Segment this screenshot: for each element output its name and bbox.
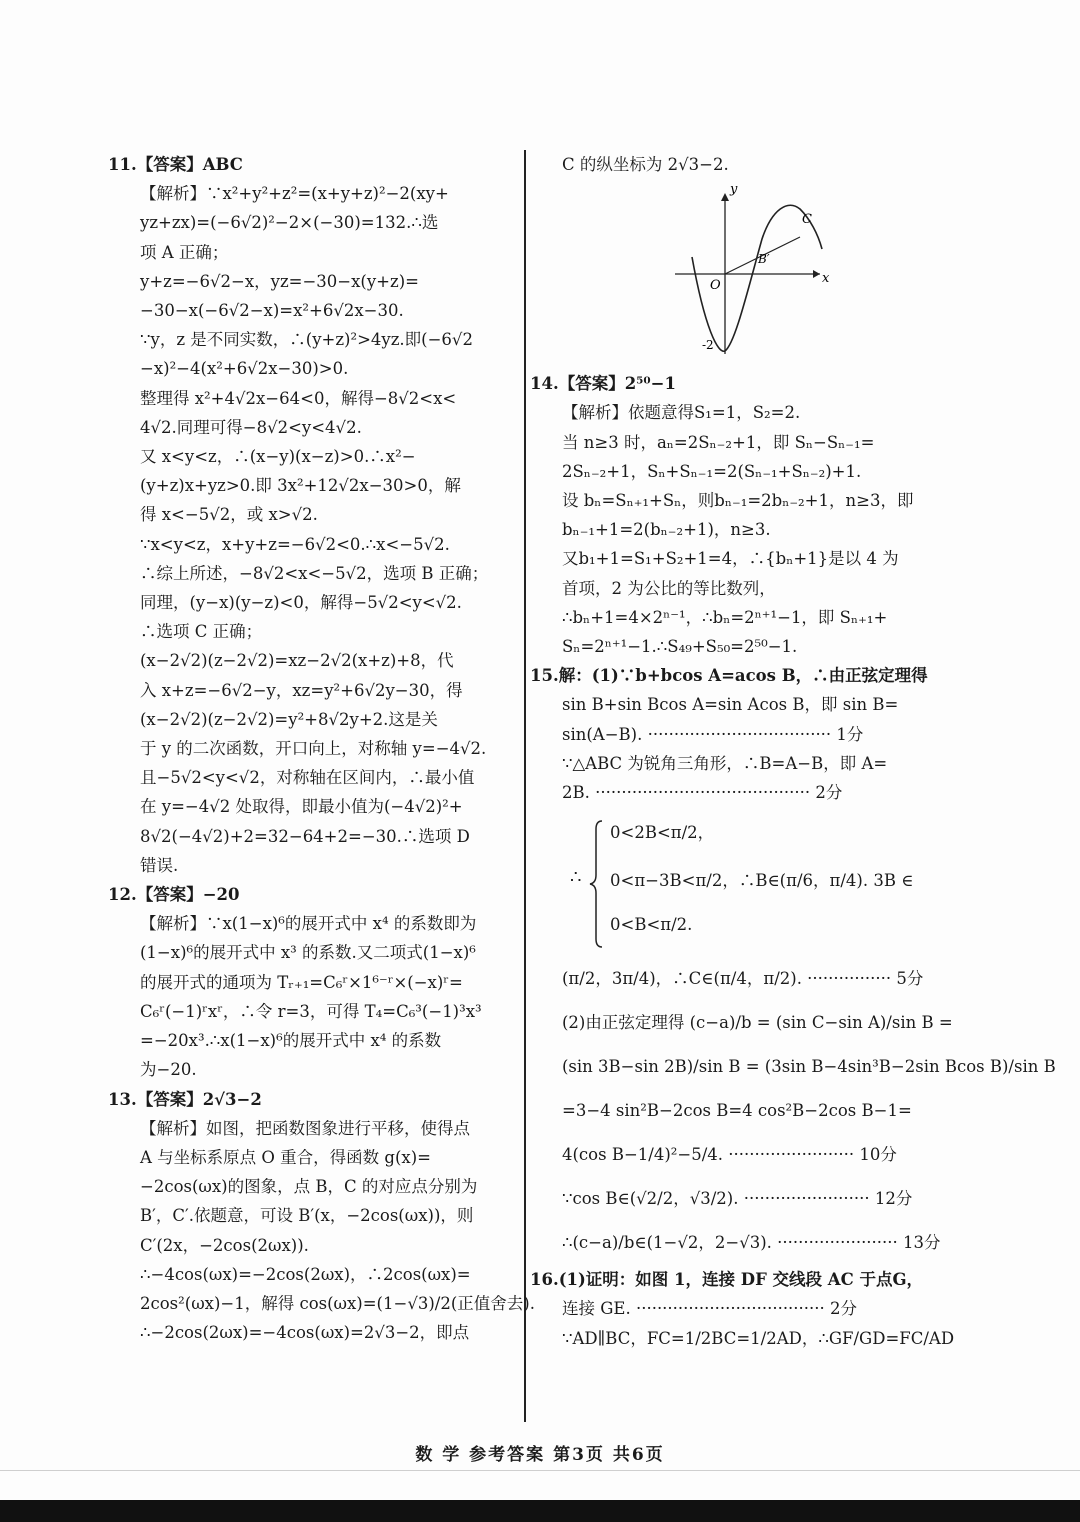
q11-line: y+z=−6√2−x，yz=−30−x(y+z)= bbox=[140, 271, 419, 291]
q12-line: 的展开式的通项为 Tᵣ₊₁=C₆ʳ×1⁶⁻ʳ×(−x)ʳ= bbox=[140, 972, 463, 992]
q11-line: 【解析】∵x²+y²+z²=(x+y+z)²−2(xy+ bbox=[140, 184, 449, 204]
q12-line: =−20x³.∴x(1−x)⁶的展开式中 x⁴ 的系数 bbox=[140, 1031, 442, 1051]
question-15 bbox=[530, 661, 1056, 1265]
c-prime-label: C bbox=[802, 212, 812, 228]
q13-line: A 与坐标系原点 O 重合，得函数 g(x)= bbox=[140, 1147, 431, 1167]
q11-line: 在 y=−4√2 处取得，即最小值为(−4√2)²+ bbox=[140, 797, 463, 817]
q15-inequality-system bbox=[530, 807, 950, 957]
question-13 bbox=[108, 1085, 535, 1348]
q11-line: 同理，(y−x)(y−z)<0，解得−5√2<y<√2. bbox=[140, 593, 462, 613]
q11-line: ∴综上所述，−8√2<x<−5√2，选项 B 正确； bbox=[140, 563, 489, 583]
q11-line: ∵y，z 是不同实数，∴(y+z)²>4yz.即(−6√2 bbox=[140, 330, 473, 350]
q13-line: C′(2x，−2cos(2ωx)). bbox=[140, 1235, 309, 1255]
q15-line: 4(cos B−1/4)²−5/4. ························ 10分 bbox=[562, 1145, 897, 1165]
q11-line: 错误. bbox=[140, 855, 179, 875]
q11-line: 于 y 的二次函数，开口向上，对称轴 y=−4√2. bbox=[140, 739, 487, 759]
q14-answer: 14.【答案】2⁵⁰−1 bbox=[530, 374, 676, 394]
footer-rule bbox=[0, 1470, 1080, 1471]
q11-line: 且−5√2<y<√2，对称轴在区间内，∴最小值 bbox=[140, 768, 475, 788]
minus-two-label: -2 bbox=[702, 338, 714, 353]
q11-line: yz+zx)=(−6√2)²−2×(−30)=132.∴选 bbox=[140, 213, 439, 233]
q14-line: 当 n≥3 时，aₙ=2Sₙ₋₂+1，即 Sₙ−Sₙ₋₁= bbox=[562, 432, 875, 452]
q16-line: ∵AD∥BC，FC=1/2BC=1/2AD，∴GF/GD=FC/AD bbox=[562, 1328, 955, 1348]
q12-line: 为−20. bbox=[140, 1060, 197, 1080]
inequality-line-2: 0<π−3B<π/2，∴B∈(π/6，π/4). 3B ∈ bbox=[610, 871, 914, 891]
q15-line: (sin 3B−sin 2B)/sin B = (3sin B−4sin³B−2sin Bcos B)/sin B bbox=[562, 1057, 1056, 1077]
q11-line: 8√2(−4√2)+2=32−64+2=−30.∴选项 D bbox=[140, 826, 470, 846]
q13-line: B′，C′.依题意，可设 B′(x，−2cos(ωx))，则 bbox=[140, 1206, 474, 1226]
q15-line: ∵△ABC 为锐角三角形，∴B=A−B，即 A= bbox=[562, 753, 888, 773]
q14-line: bₙ₋₁+1=2(bₙ₋₂+1)，n≥3. bbox=[562, 520, 771, 540]
q13-continuation: C 的纵坐标为 2√3−2. bbox=[562, 155, 729, 174]
q11-line: ∵x<y<z，x+y+z=−6√2<0.∴x<−5√2. bbox=[140, 534, 450, 554]
inequality-line-3: 0<B<π/2. bbox=[610, 915, 693, 935]
q15-line: ∵cos B∈(√2/2，√3/2). ························ 12分 bbox=[562, 1189, 913, 1209]
q13-answer: 13.【答案】2√3−2 bbox=[108, 1089, 262, 1109]
q13-line: −2cos(ωx)的图象，点 B，C 的对应点分别为 bbox=[140, 1177, 478, 1197]
b-prime-label: B′ bbox=[758, 252, 770, 267]
y-axis-arrow bbox=[721, 193, 729, 201]
q12-line: C₆ʳ(−1)ʳxʳ，∴令 r=3，可得 T₄=C₆³(−1)³x³ bbox=[140, 1001, 482, 1021]
y-axis-label: y bbox=[730, 182, 738, 198]
q11-line: −30−x(−6√2−x)=x²+6√2x−30. bbox=[140, 301, 404, 321]
q13-line: 【解析】如图，把函数图象进行平移，使得点 bbox=[140, 1118, 470, 1138]
q15-line: sin(A−B). ··································· 1分 bbox=[562, 724, 864, 744]
q11-answer: 11.【答案】ABC bbox=[108, 155, 243, 174]
right-column bbox=[530, 150, 1056, 1353]
question-16 bbox=[530, 1265, 955, 1353]
question-14 bbox=[530, 369, 950, 661]
cosine-graph bbox=[670, 179, 870, 359]
origin-label: O bbox=[710, 278, 721, 294]
q14-line: 【解析】依题意得S₁=1，S₂=2. bbox=[562, 403, 801, 423]
q14-line: 又b₁+1=S₁+S₂+1=4，∴{bₙ+1}是以 4 为 bbox=[562, 549, 899, 569]
q14-line: 2Sₙ₋₂+1，Sₙ+Sₙ₋₁=2(Sₙ₋₁+Sₙ₋₂)+1. bbox=[562, 461, 862, 481]
q11-line: 得 x<−5√2，或 x>√2. bbox=[140, 505, 318, 525]
question-11 bbox=[108, 150, 518, 880]
question-12 bbox=[108, 880, 518, 1084]
q12-line: (1−x)⁶的展开式中 x³ 的系数.又二项式(1−x)⁶ bbox=[140, 943, 476, 963]
q11-line: (x−2√2)(z−2√2)=y²+8√2y+2.这是关 bbox=[140, 709, 438, 729]
x-axis-arrow bbox=[813, 270, 820, 278]
q15-line: =3−4 sin²B−2cos B=4 cos²B−2cos B−1= bbox=[562, 1101, 912, 1121]
q13-line: ∴−2cos(2ωx)=−4cos(ωx)=2√3−2，即点 bbox=[140, 1323, 470, 1343]
q14-line: Sₙ=2ⁿ⁺¹−1.∴S₄₉+S₅₀=2⁵⁰−1. bbox=[562, 637, 798, 657]
q11-line: 整理得 x²+4√2x−64<0，解得−8√2<x< bbox=[140, 388, 457, 408]
x-axis-label: x bbox=[822, 271, 830, 287]
q14-line: 设 bₙ=Sₙ₊₁+Sₙ，则bₙ₋₁=2bₙ₋₂+1，n≥3，即 bbox=[562, 491, 914, 511]
q15-line: (π/2，3π/4)，∴C∈(π/4，π/2). ················ 5分 bbox=[562, 969, 924, 989]
q15-line: 2B. ········································· 2分 bbox=[562, 783, 843, 803]
q14-line: ∴bₙ+1=4×2ⁿ⁻¹，∴bₙ=2ⁿ⁺¹−1，即 Sₙ₊₁+ bbox=[562, 607, 888, 627]
q11-line: 项 A 正确； bbox=[140, 242, 229, 262]
q13-graph bbox=[530, 179, 950, 369]
q11-line: 入 x+z=−6√2−y，xz=y²+6√2y−30，得 bbox=[140, 680, 463, 700]
q15-line: sin B+sin Bcos A=sin Acos B，即 sin B= bbox=[562, 695, 899, 715]
q11-line: 4√2.同理可得−8√2<y<4√2. bbox=[140, 417, 362, 437]
q13-line: ∴−4cos(ωx)=−2cos(2ωx)，∴2cos(ωx)= bbox=[140, 1264, 471, 1284]
inequality-line-1: 0<2B<π/2， bbox=[610, 823, 715, 843]
q11-line: ∴选项 C 正确； bbox=[140, 622, 263, 642]
q16-line: 连接 GE. ···································· 2分 bbox=[562, 1299, 858, 1319]
q11-line: −x)²−4(x²+6√2x−30)>0. bbox=[140, 359, 349, 379]
q12-line: 【解析】∵x(1−x)⁶的展开式中 x⁴ 的系数即为 bbox=[140, 914, 477, 934]
q14-line: 首项，2 为公比的等比数列， bbox=[562, 578, 776, 598]
q11-line: (y+z)x+yz>0.即 3x²+12√2x−30>0，解 bbox=[140, 476, 461, 496]
q15-line: ∴(c−a)/b∈(1−√2，2−√3). ······················· 13分 bbox=[562, 1233, 941, 1253]
q11-line: 又 x<y<z，∴(x−y)(x−z)>0.∴x²− bbox=[140, 447, 416, 467]
column-divider bbox=[524, 150, 526, 1422]
q15-line: (2)由正弦定理得 (c−a)/b = (sin C−sin A)/sin B = bbox=[562, 1013, 953, 1033]
q15-heading: 15.解：(1)∵b+bcos A=acos B，∴由正弦定理得 bbox=[530, 666, 928, 686]
q12-answer: 12.【答案】−20 bbox=[108, 885, 240, 905]
q11-line: (x−2√2)(z−2√2)=xz−2√2(x+z)+8，代 bbox=[140, 651, 454, 671]
left-brace bbox=[570, 819, 610, 949]
q16-heading: 16.(1)证明：如图 1，连接 DF 交线段 AC 于点G， bbox=[530, 1270, 924, 1290]
bottom-bar bbox=[0, 1500, 1080, 1522]
left-column bbox=[108, 150, 535, 1347]
therefore-symbol: ∴ bbox=[570, 867, 582, 889]
q13-line: 2cos²(ωx)−1，解得 cos(ωx)=(1−√3)/2(正值舍去). bbox=[140, 1293, 535, 1313]
page-footer: 数 学 参考答案 第3页 共6页 bbox=[415, 1445, 665, 1465]
